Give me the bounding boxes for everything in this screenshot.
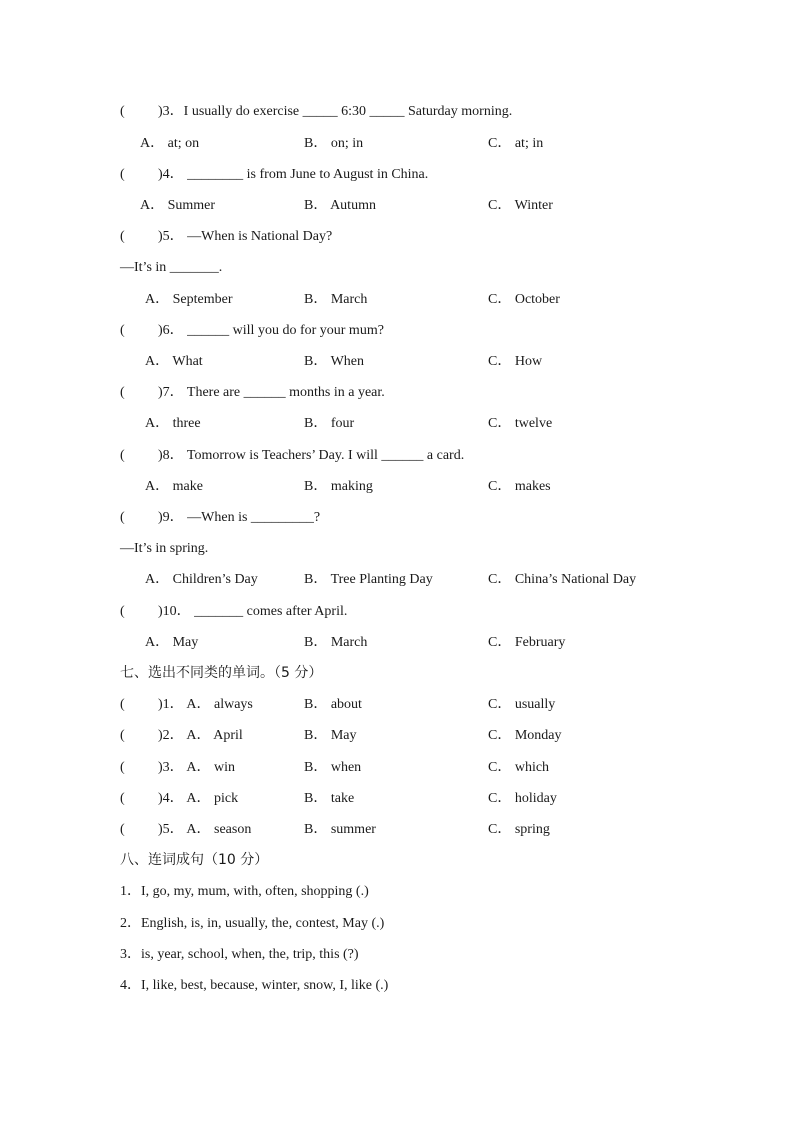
option-b: B． when bbox=[304, 760, 362, 775]
sentence-words: 4．I, like, best, because, winter, snow, I, like (.) bbox=[120, 978, 389, 993]
section-8-heading bbox=[0, 850, 794, 870]
item-text: )1． A． always bbox=[158, 697, 253, 712]
option-b: B． Autumn bbox=[304, 198, 376, 213]
section-7-heading bbox=[0, 663, 794, 683]
option-b: B． four bbox=[304, 416, 355, 431]
question-5 bbox=[0, 227, 794, 247]
answer-line-5 bbox=[0, 258, 794, 278]
option-a: A． Children’s Day bbox=[145, 572, 258, 587]
question-text: )4． ________ is from June to August in China. bbox=[158, 167, 429, 182]
options-9 bbox=[0, 570, 794, 590]
option-c: C． spring bbox=[488, 822, 550, 837]
option-a: A． three bbox=[145, 416, 201, 431]
option-b: B． May bbox=[304, 728, 357, 743]
option-c: C． February bbox=[488, 635, 566, 650]
option-b: B． take bbox=[304, 791, 355, 806]
option-a: A． Summer bbox=[140, 198, 216, 213]
section-7-item-4 bbox=[0, 789, 794, 809]
option-b: B． summer bbox=[304, 822, 376, 837]
option-b: B． Tree Planting Day bbox=[304, 572, 433, 587]
options-3 bbox=[0, 134, 794, 154]
option-c: C． holiday bbox=[488, 791, 557, 806]
option-c: C． makes bbox=[488, 479, 551, 494]
option-b: B． March bbox=[304, 292, 368, 307]
answer-paren: ( bbox=[120, 510, 125, 525]
question-9 bbox=[0, 508, 794, 528]
answer-paren: ( bbox=[120, 604, 125, 619]
section-7-item-2 bbox=[0, 726, 794, 746]
option-b: B． When bbox=[304, 354, 365, 369]
section-8-item-2 bbox=[0, 914, 794, 934]
section-8-item-1 bbox=[0, 882, 794, 902]
question-text: )10． _______ comes after April. bbox=[158, 604, 348, 619]
option-a: A． What bbox=[145, 354, 203, 369]
answer-paren: ( bbox=[120, 697, 125, 712]
question-text: )5． —When is National Day? bbox=[158, 229, 333, 244]
section-heading: 八、连词成句（10 分） bbox=[120, 852, 269, 868]
answer-line-9 bbox=[0, 539, 794, 559]
section-heading: 七、选出不同类的单词。（5 分） bbox=[120, 665, 323, 681]
option-c: C． Monday bbox=[488, 728, 562, 743]
option-c: C． at; in bbox=[488, 136, 544, 151]
option-c: C． which bbox=[488, 760, 550, 775]
answer-paren: ( bbox=[120, 229, 125, 244]
option-a: A． September bbox=[145, 292, 233, 307]
sentence-words: 2．English, is, in, usually, the, contest, May (.) bbox=[120, 916, 385, 931]
option-b: B． March bbox=[304, 635, 368, 650]
sentence-words: 3．is, year, school, when, the, trip, this (?) bbox=[120, 947, 359, 962]
answer-paren: ( bbox=[120, 448, 125, 463]
options-8 bbox=[0, 477, 794, 497]
options-5 bbox=[0, 290, 794, 310]
option-c: C． How bbox=[488, 354, 543, 369]
option-b: B． about bbox=[304, 697, 362, 712]
answer-paren: ( bbox=[120, 822, 125, 837]
question-4 bbox=[0, 165, 794, 185]
option-b: B． making bbox=[304, 479, 373, 494]
section-8-item-3 bbox=[0, 945, 794, 965]
option-c: C． October bbox=[488, 292, 560, 307]
option-b: B． on; in bbox=[304, 136, 364, 151]
options-4 bbox=[0, 196, 794, 216]
option-a: A． at; on bbox=[140, 136, 200, 151]
question-text: )3．I usually do exercise _____ 6:30 _____ Saturday morning. bbox=[158, 104, 513, 119]
option-c: C． Winter bbox=[488, 198, 553, 213]
answer-text: —It’s in spring. bbox=[120, 541, 209, 556]
answer-paren: ( bbox=[120, 323, 125, 338]
question-text: )8． Tomorrow is Teachers’ Day. I will ______ a card. bbox=[158, 448, 465, 463]
question-8 bbox=[0, 446, 794, 466]
option-a: A． make bbox=[145, 479, 203, 494]
item-text: )3． A． win bbox=[158, 760, 235, 775]
options-6 bbox=[0, 352, 794, 372]
item-text: )5． A． season bbox=[158, 822, 252, 837]
question-text: )6． ______ will you do for your mum? bbox=[158, 323, 384, 338]
question-6 bbox=[0, 321, 794, 341]
item-text: )4． A． pick bbox=[158, 791, 239, 806]
answer-paren: ( bbox=[120, 167, 125, 182]
option-c: C． twelve bbox=[488, 416, 553, 431]
section-8-item-4 bbox=[0, 976, 794, 996]
options-10 bbox=[0, 633, 794, 653]
question-10 bbox=[0, 602, 794, 622]
answer-paren: ( bbox=[120, 385, 125, 400]
section-7-item-3 bbox=[0, 758, 794, 778]
sentence-words: 1．I, go, my, mum, with, often, shopping (.) bbox=[120, 884, 369, 899]
answer-text: —It’s in _______. bbox=[120, 260, 223, 275]
answer-paren: ( bbox=[120, 728, 125, 743]
options-7 bbox=[0, 414, 794, 434]
option-c: C． China’s National Day bbox=[488, 572, 637, 587]
question-7 bbox=[0, 383, 794, 403]
answer-paren: ( bbox=[120, 791, 125, 806]
section-7-item-5 bbox=[0, 820, 794, 840]
option-a: A． May bbox=[145, 635, 199, 650]
answer-paren: ( bbox=[120, 104, 125, 119]
section-7-item-1 bbox=[0, 695, 794, 715]
question-text: )7． There are ______ months in a year. bbox=[158, 385, 385, 400]
item-text: )2． A． April bbox=[158, 728, 243, 743]
answer-paren: ( bbox=[120, 760, 125, 775]
question-text: )9． —When is _________? bbox=[158, 510, 321, 525]
option-c: C． usually bbox=[488, 697, 556, 712]
question-3 bbox=[0, 102, 794, 122]
